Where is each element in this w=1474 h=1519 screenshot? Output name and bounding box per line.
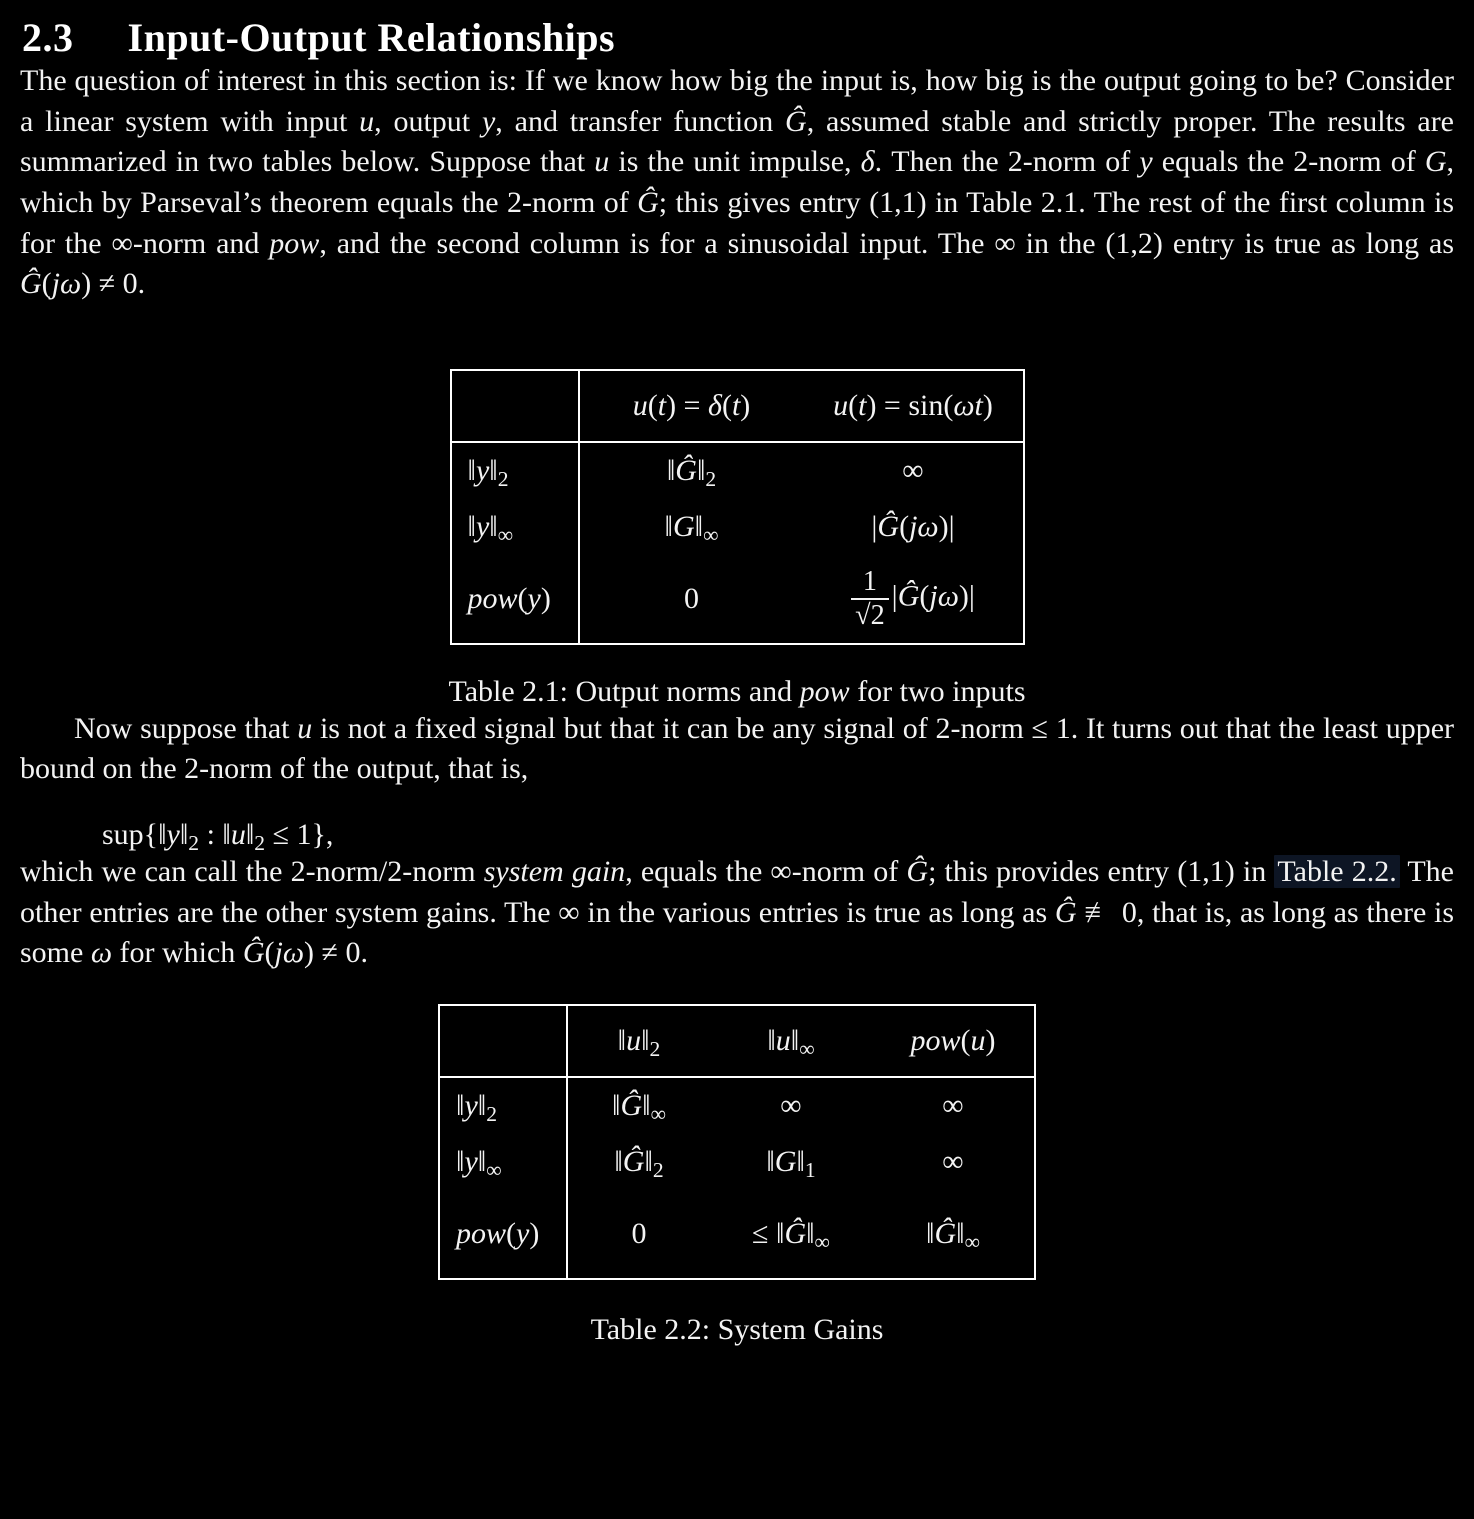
table-2-2-caption: Table 2.2: System Gains <box>590 1313 884 1347</box>
table-cell: ∞ <box>780 1089 802 1123</box>
table-row <box>451 499 1024 555</box>
fraction-numerator: 1 <box>862 566 877 598</box>
row-label: pow(y) <box>439 1190 567 1279</box>
table-cell: $‖Ĝ‖_\infty$ <box>612 1089 666 1127</box>
table-cell: ∞ <box>942 1145 964 1179</box>
column-header: u(t) = sin(ωt) <box>804 370 1024 442</box>
table-cell: |Ĝ(jω)| <box>871 509 955 543</box>
paragraph-signal: Now suppose that u is not a fixed signal but that it can be any signal of 2-norm ≤ 1. It turns out that the least upper bound on the 2-norm of the output, that is, <box>20 711 1454 786</box>
row-label: $‖y‖_2$ <box>439 1077 567 1134</box>
column-header: pow(u) <box>872 1005 1035 1077</box>
table-header-row <box>451 370 1024 442</box>
table-cell: ∞ <box>902 453 924 487</box>
table-cell: $‖G‖_1$ <box>766 1145 816 1183</box>
table-row <box>439 1077 1035 1134</box>
table-row <box>439 1134 1035 1190</box>
table-cell <box>804 555 1024 644</box>
table-row <box>451 555 1024 644</box>
fraction-factor: |Ĝ(jω)| <box>891 579 975 613</box>
table-2-2-container <box>20 1004 1454 1280</box>
row-label: $‖y‖_2$ <box>451 442 579 499</box>
table-cell: 0 <box>631 1217 647 1251</box>
table-2-1-caption: Table 2.1: Output norms and pow for two inputs <box>448 674 1026 708</box>
table-2-2-link[interactable]: Table 2.2. <box>1274 855 1399 888</box>
paragraph-gain: which we can call the 2-norm/2-norm system gain, equals the ∞-norm of Ĝ; this provides entry (1,1) in Table 2.2. The other entries are the other system gains. The ∞ in the various entries is true as long as Ĝ ≢ 0, that is, as long as there is some ω for which Ĝ(jω) ≠ 0. <box>20 855 1454 970</box>
section-number: 2.3 <box>22 15 74 60</box>
table-header-row <box>439 1005 1035 1077</box>
corner-cell <box>451 370 579 442</box>
table-cell: ∞ <box>942 1089 964 1123</box>
section-heading <box>22 14 1454 61</box>
corner-cell <box>439 1005 567 1077</box>
display-equation: $sup\{‖y‖_2$ : $‖u‖_2 \le 1$}, <box>102 818 334 856</box>
table-2-2 <box>438 1004 1036 1280</box>
table-row <box>451 442 1024 499</box>
row-label: $‖y‖_\infty$ <box>439 1134 567 1190</box>
table-2-1 <box>450 369 1025 645</box>
table-cell: 0 <box>684 581 699 615</box>
table-cell: $‖Ĝ‖_2$ <box>666 453 717 491</box>
table-cell: $‖Ĝ‖_2$ <box>614 1145 664 1183</box>
table-2-1-container <box>20 369 1454 645</box>
row-label: $‖y‖_\infty$ <box>451 499 579 555</box>
table-row <box>439 1190 1035 1279</box>
table-cell: ≤ $‖Ĝ‖_\infty$ <box>752 1217 830 1255</box>
table-cell: $‖G‖_\infty$ <box>664 509 719 547</box>
row-label: pow(y) <box>451 555 579 644</box>
column-header: $‖u‖_2$ <box>567 1005 710 1077</box>
section-title: Input-Output Relationships <box>127 15 616 60</box>
table-cell: $‖Ĝ‖_\infty$ <box>926 1217 980 1255</box>
column-header: $‖u‖_\infty$ <box>710 1005 872 1077</box>
paragraph-intro: The question of interest in this section is: If we know how big the input is, how big is the output going to be? Consider a linear system with input u, output y, and transfer function Ĝ, assumed stable and strictly proper. The results are summarized in two tables below. Suppose that u is the unit impulse, δ. Then the 2-norm of y equals the 2-norm of G, which by Parseval’s theorem equals the 2-norm of Ĝ; this gives entry (1,1) in Table 2.1. The rest of the first column is for the ∞-norm and pow, and the second column is for a sinusoidal input. The ∞ in the (1,2) entry is true as long as Ĝ(jω) ≠ 0. <box>20 64 1455 301</box>
fraction <box>851 566 889 631</box>
fraction-denominator: √2 <box>851 598 889 632</box>
column-header: u(t) = δ(t) <box>579 370 804 442</box>
